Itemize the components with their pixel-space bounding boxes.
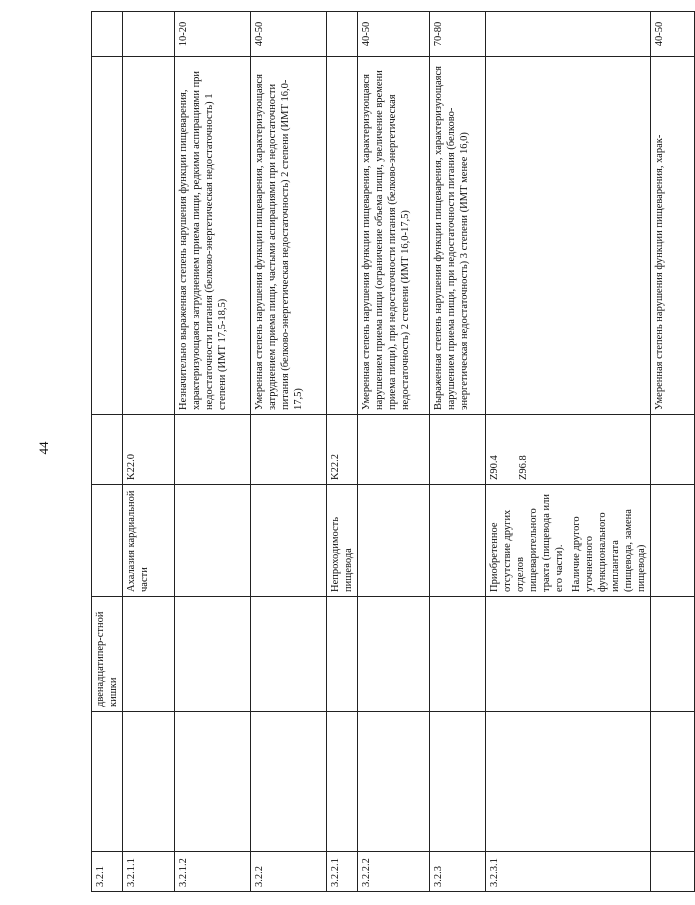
table-row [651, 12, 695, 892]
description-cell: Умеренная степень нарушения функции пищеварения, характеризующаяся нарушением приема пищи (ограничение объема пищи, увеличение времени приема пищи), при недостаточности питания (белково-энергетическая недостаточность) 2 степени (ИМТ 16,0-17,5) [358, 57, 430, 415]
description-cell: Умеренная степень нарушения функции пищеварения, характеризующаяся затруднением приема пищи, частыми аспирациями при недостаточности питания (белково-энергетическая недостаточность) 2 степени (ИМТ 16,0-17,5) [251, 57, 327, 415]
organ-cell [327, 597, 358, 712]
blank-cell [651, 712, 695, 852]
organ-cell [175, 597, 251, 712]
icd-cell [358, 415, 430, 485]
icd-cell [251, 415, 327, 485]
organ-cell [651, 597, 695, 712]
score-cell: 10-20 [175, 12, 251, 57]
organ-cell: двенадцатипер-стной кишки [92, 597, 123, 712]
table-row [123, 12, 175, 892]
table-row [358, 12, 430, 892]
diagnosis-cell [92, 485, 123, 597]
table-row [175, 12, 251, 892]
icd-cell [92, 415, 123, 485]
icd-cell: K22.0 [123, 415, 175, 485]
rotated-table-wrapper [91, 12, 665, 892]
blank-cell [327, 712, 358, 852]
description-cell: Выраженная степень нарушения функции пищеварения, характеризующаяся нарушением приема пищи, при недостаточности питания (белково-энергетическая недостаточность) 3 степени (ИМТ менее 16,0) [430, 57, 486, 415]
diagnosis-cell [486, 485, 651, 597]
blank-cell [486, 712, 651, 852]
description-cell: Умеренная степень нарушения функции пищеварения, харак- [651, 57, 695, 415]
icd-cell [175, 415, 251, 485]
code-cell: 3.2.3 [430, 852, 486, 892]
blank-cell [358, 712, 430, 852]
icd-cell [486, 415, 651, 485]
diagnosis-cell [651, 485, 695, 597]
blank-cell [251, 712, 327, 852]
blank-cell [430, 712, 486, 852]
diagnosis-text-secondary: Наличие другого уточненного функционального имплантата (пищевода, замена пищевода) [571, 509, 647, 592]
table-row [92, 12, 123, 892]
description-cell [123, 57, 175, 415]
code-cell: 3.2.1.2 [175, 852, 251, 892]
code-cell: 3.2.2.1 [327, 852, 358, 892]
page-number: 44 [36, 441, 51, 455]
diagnosis-cell: Непроходимость пищевода [327, 485, 358, 597]
organ-cell [486, 597, 651, 712]
diagnosis-cell [358, 485, 430, 597]
score-cell: 40-50 [251, 12, 327, 57]
organ-cell [123, 597, 175, 712]
description-cell [92, 57, 123, 415]
diagnosis-cell [175, 485, 251, 597]
score-cell: 40-50 [651, 12, 695, 57]
code-cell: 3.2.2.2 [358, 852, 430, 892]
organ-cell [358, 597, 430, 712]
icd-code-secondary: Z96.8 [518, 455, 529, 480]
score-cell [123, 12, 175, 57]
icd-cell [651, 415, 695, 485]
description-cell [327, 57, 358, 415]
table-row [327, 12, 358, 892]
description-cell: Незначительно выраженная степень нарушения функции пищеварения, характеризующаяся затруднением приема пищи, редкими аспирациями при недостаточности питания (белково-энергетическая недостаточность) 1 степени (ИМТ 17,5-18,5) [175, 57, 251, 415]
classification-table [91, 11, 695, 892]
code-cell: 3.2.2 [251, 852, 327, 892]
icd-code: Z90.4 [489, 455, 500, 480]
table-row [430, 12, 486, 892]
table-row [486, 12, 651, 892]
table-row [251, 12, 327, 892]
icd-cell: K22.2 [327, 415, 358, 485]
icd-cell [430, 415, 486, 485]
code-cell: 3.2.3.1 [486, 852, 651, 892]
code-cell [651, 852, 695, 892]
code-cell: 3.2.1 [92, 852, 123, 892]
organ-cell [251, 597, 327, 712]
score-cell [486, 12, 651, 57]
score-cell [327, 12, 358, 57]
code-cell: 3.2.1.1 [123, 852, 175, 892]
blank-cell [175, 712, 251, 852]
blank-cell [92, 712, 123, 852]
diagnosis-cell [251, 485, 327, 597]
diagnosis-text: Приобретенное отсутствие других отделов пищеварительного тракта (пищевода или его части). [489, 493, 565, 592]
score-cell: 40-50 [358, 12, 430, 57]
score-cell [92, 12, 123, 57]
diagnosis-cell [430, 485, 486, 597]
description-cell [486, 57, 651, 415]
score-cell: 70-80 [430, 12, 486, 57]
diagnosis-cell: Ахалазия кардиальной части [123, 485, 175, 597]
organ-cell [430, 597, 486, 712]
blank-cell [123, 712, 175, 852]
